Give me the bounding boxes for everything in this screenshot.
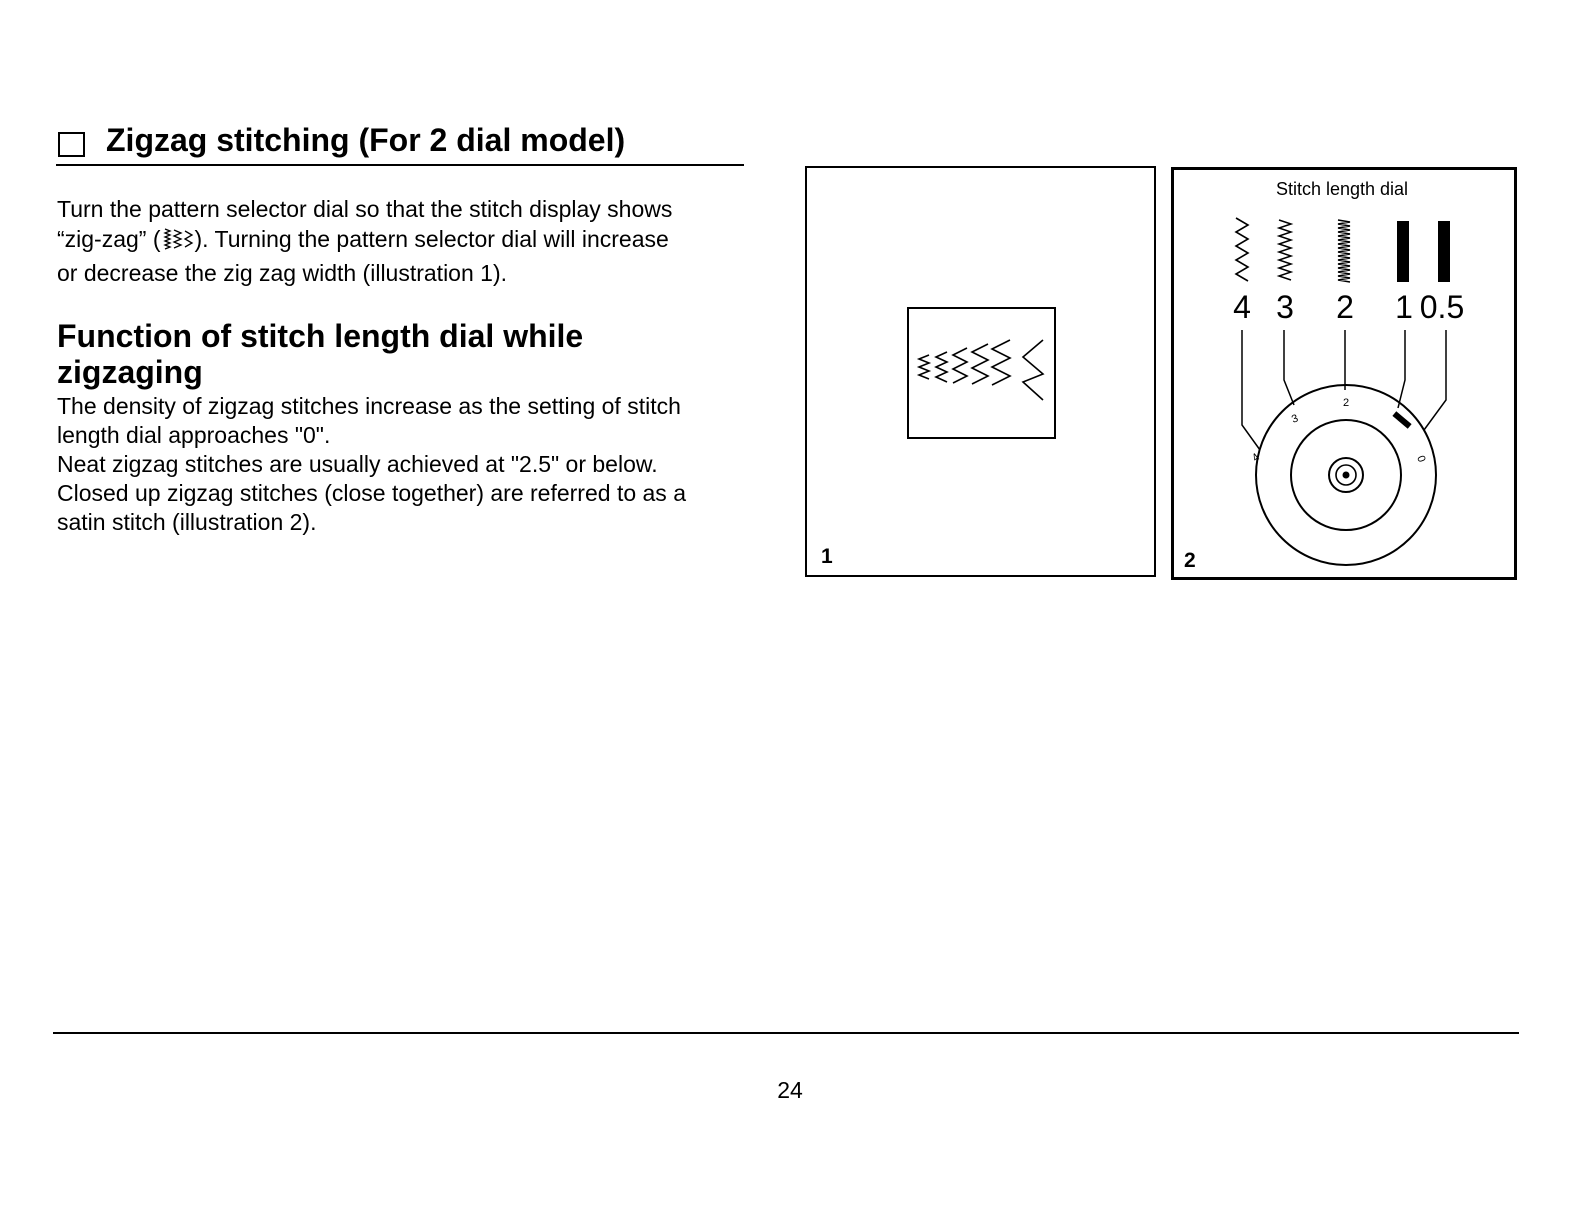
setting-label: 0.5 bbox=[1419, 289, 1465, 325]
section-title: Zigzag stitching (For 2 dial model) bbox=[106, 122, 626, 158]
checkbox-icon bbox=[58, 132, 85, 157]
intro-paragraph bbox=[57, 194, 672, 288]
illustration-number: 2 bbox=[1184, 549, 1196, 572]
zigzag-stitch-display-icon bbox=[807, 168, 1154, 575]
satin-zone-mark bbox=[1392, 411, 1411, 428]
setting-label: 1 bbox=[1395, 289, 1413, 325]
subsection-title: Function of stitch length dial while zigzaging bbox=[57, 318, 584, 390]
density-line: length dial approaches "0". bbox=[57, 422, 331, 448]
dial-mark: 2 bbox=[1342, 397, 1350, 409]
dial-mark: 4 bbox=[1249, 451, 1263, 465]
page-number: 24 bbox=[777, 1077, 803, 1103]
illustration-number: 1 bbox=[821, 545, 833, 568]
density-line: Closed up zigzag stitches (close together) are referred to as a bbox=[57, 480, 686, 506]
intro-line-2-start: “zig-zag” ( bbox=[57, 226, 161, 252]
intro-line-1: Turn the pattern selector dial so that the stitch display shows bbox=[57, 196, 673, 222]
zigzag-symbol-icon bbox=[161, 227, 195, 251]
density-paragraph bbox=[57, 392, 686, 537]
setting-label: 3 bbox=[1276, 289, 1294, 325]
section-heading bbox=[56, 120, 744, 166]
density-line: Neat zigzag stitches are usually achieved at "2.5" or below. bbox=[57, 451, 658, 477]
setting-label: 4 bbox=[1233, 289, 1251, 325]
density-line: The density of zigzag stitches increase as the setting of stitch bbox=[57, 393, 681, 419]
illustration-1 bbox=[805, 166, 1156, 577]
footer-rule bbox=[53, 1032, 1519, 1034]
dial-mark: 3 bbox=[1290, 412, 1300, 426]
stitch-length-dial-caption: Stitch length dial bbox=[1275, 179, 1409, 199]
intro-line-2-end: ). Turning the pattern selector dial will increase bbox=[194, 226, 669, 252]
illustration-2 bbox=[1171, 167, 1517, 580]
intro-line-3: or decrease the zig zag width (illustration 1). bbox=[57, 260, 507, 286]
setting-label: 2 bbox=[1336, 289, 1354, 325]
stitch-length-dial-icon bbox=[1174, 170, 1514, 577]
dial-mark: 0 bbox=[1414, 454, 1428, 464]
density-line: satin stitch (illustration 2). bbox=[57, 509, 317, 535]
